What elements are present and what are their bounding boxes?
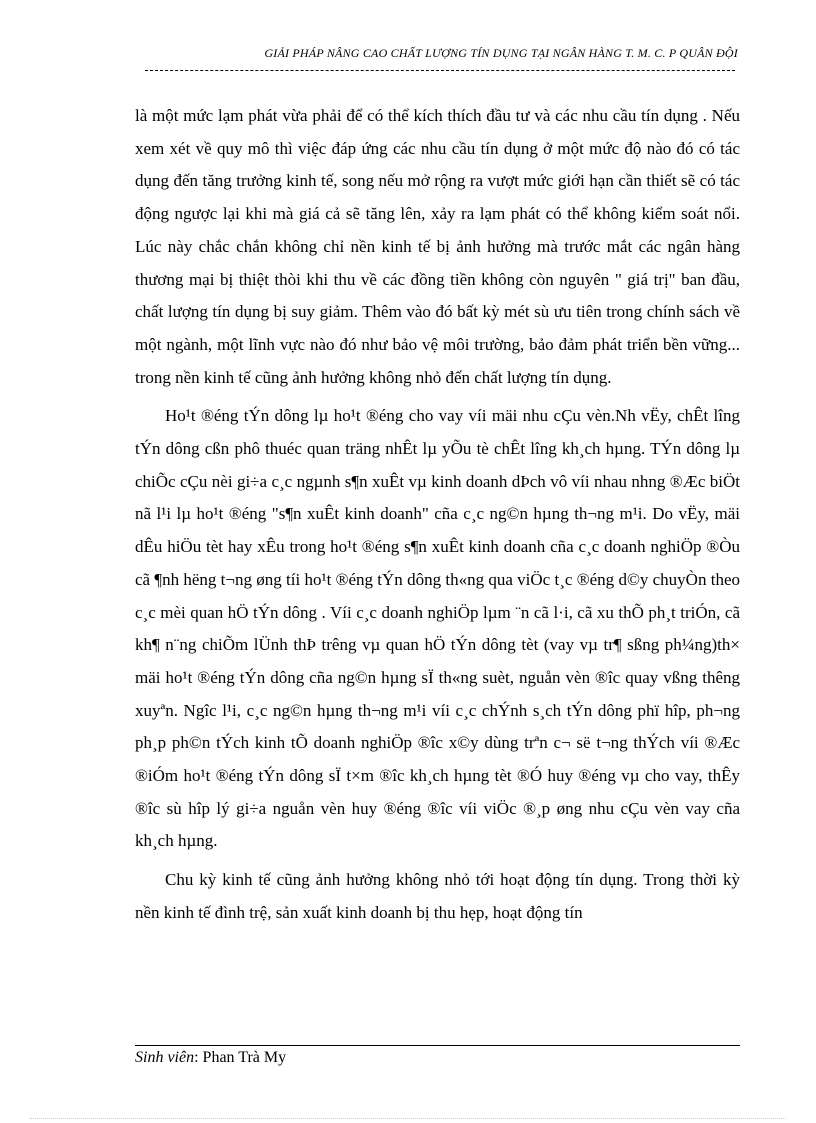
student-name: Phan Trà My — [202, 1049, 287, 1066]
footer — [135, 1049, 740, 1067]
paragraph-3: Chu kỳ kinh tế cũng ảnh hưởng không nhỏ tới hoạt động tín dụng. Trong thời kỳ nền kinh tế đình trệ, sản xuất kinh doanh bị thu hẹp, hoạt động tín — [135, 870, 740, 922]
footer-divider — [135, 1045, 740, 1046]
paragraph-1: là một mức lạm phát vừa phải để có thể kích thích đầu tư và các nhu cầu tín dụng . Nếu xem xét về quy mô thì việc đáp ứng các nhu cầu tín dụng ở một mức độ nào đó có tác dụng đến tăng trưởng kinh tế, song nếu mở rộng ra vượt mức giới hạn cần thiết sẽ có tác động ngược lại khi mà giá cả sẽ tăng lên, xảy ra lạm phát có thể không kiểm soát nổi. Lúc này chắc chắn không chỉ nền kinh tế bị ảnh hưởng mà trước mắt các ngân hàng thương mại bị thiệt thòi khi thu về các đồng tiền không còn nguyên " giá trị" ban đầu, chất lượng tín dụng bị suy giảm. Thêm vào đó bất kỳ mét sù ưu tiên trong chính sách về một ngành, một lĩnh vực nào đó như bảo vệ môi trường, bảo đảm phát triển bền vững... trong nền kinh tế cũng ảnh hưởng không nhỏ đến chất lượng tín dụng. — [135, 106, 740, 387]
page-bottom-border — [30, 1118, 786, 1119]
body-text — [135, 100, 740, 930]
footer-label: Sinh viên — [135, 1049, 195, 1066]
paragraph-2: Ho¹t ®éng tÝn dông lµ ho¹t ®éng cho vay víi mäi nhu cÇu vèn.Nh vËy, chÊt lîng tÝn dông cßn phô thuéc quan träng nhÊt lµ yÕu tè chÊt lîng kh¸ch hµng. TÝn dông lµ chiÕc cÇu nèi gi÷a c¸c ngµnh s¶n xuÊt vµ kinh doanh dÞch vô víi nhau nhng ®Æc biÖt nã l¹i lµ ho¹t ®éng "s¶n xuÊt kinh doanh" cña c¸c ng©n hµng th¬ng m¹i. Do vËy, mäi dÊu hiÖu tèt hay xÊu trong ho¹t ®éng s¶n xuÊt kinh doanh cña c¸c doanh nghiÖp ®Òu cã ¶nh hëng t¬ng øng tíi ho¹t ®éng tÝn dông th«ng qua viÖc t¸c ®éng d©y chuyÒn theo c¸c mèi quan hÖ tÝn dông . Víi c¸c doanh nghiÖp lµm ¨n cã l·i, cã xu thÕ ph¸t triÓn, cã kh¶ n¨ng chiÕm lÜnh thÞ trêng vµ quan hÖ tÝn dông tèt (vay vµ tr¶ sßng ph¼ng)th× mäi ho¹t ®éng tÝn dông cña ng©n hµng sÏ th«ng suèt, nguån vèn ®îc quay vßng thêng xuyªn. Ngîc l¹i, c¸c ng©n hµng th¬ng m¹i víi c¸c chÝnh s¸ch tÝn dông phï hîp, ph¬ng ph¸p ph©n tÝch kinh tÕ doanh nghiÖp ®îc x©y dùng trªn c¬ së t¬ng thÝch víi ®Æc ®iÓm ho¹t ®éng tÝn dông sÏ t×m ®îc kh¸ch hµng tèt ®Ó huy ®éng vµ cho vay, thÊy ®îc sù hîp lý gi÷a nguån vèn huy ®éng ®îc víi viÖc ®¸p øng nhu cÇu vèn vay cña kh¸ch hµng. — [135, 406, 740, 851]
footer-separator: : — [194, 1049, 199, 1066]
header-divider — [145, 70, 735, 71]
running-header: GIẢI PHÁP NÂNG CAO CHẤT LƯỢNG TÍN DỤNG TẠI NGÂN HÀNG T. M. C. P QUÂN ĐỘI — [264, 46, 738, 60]
